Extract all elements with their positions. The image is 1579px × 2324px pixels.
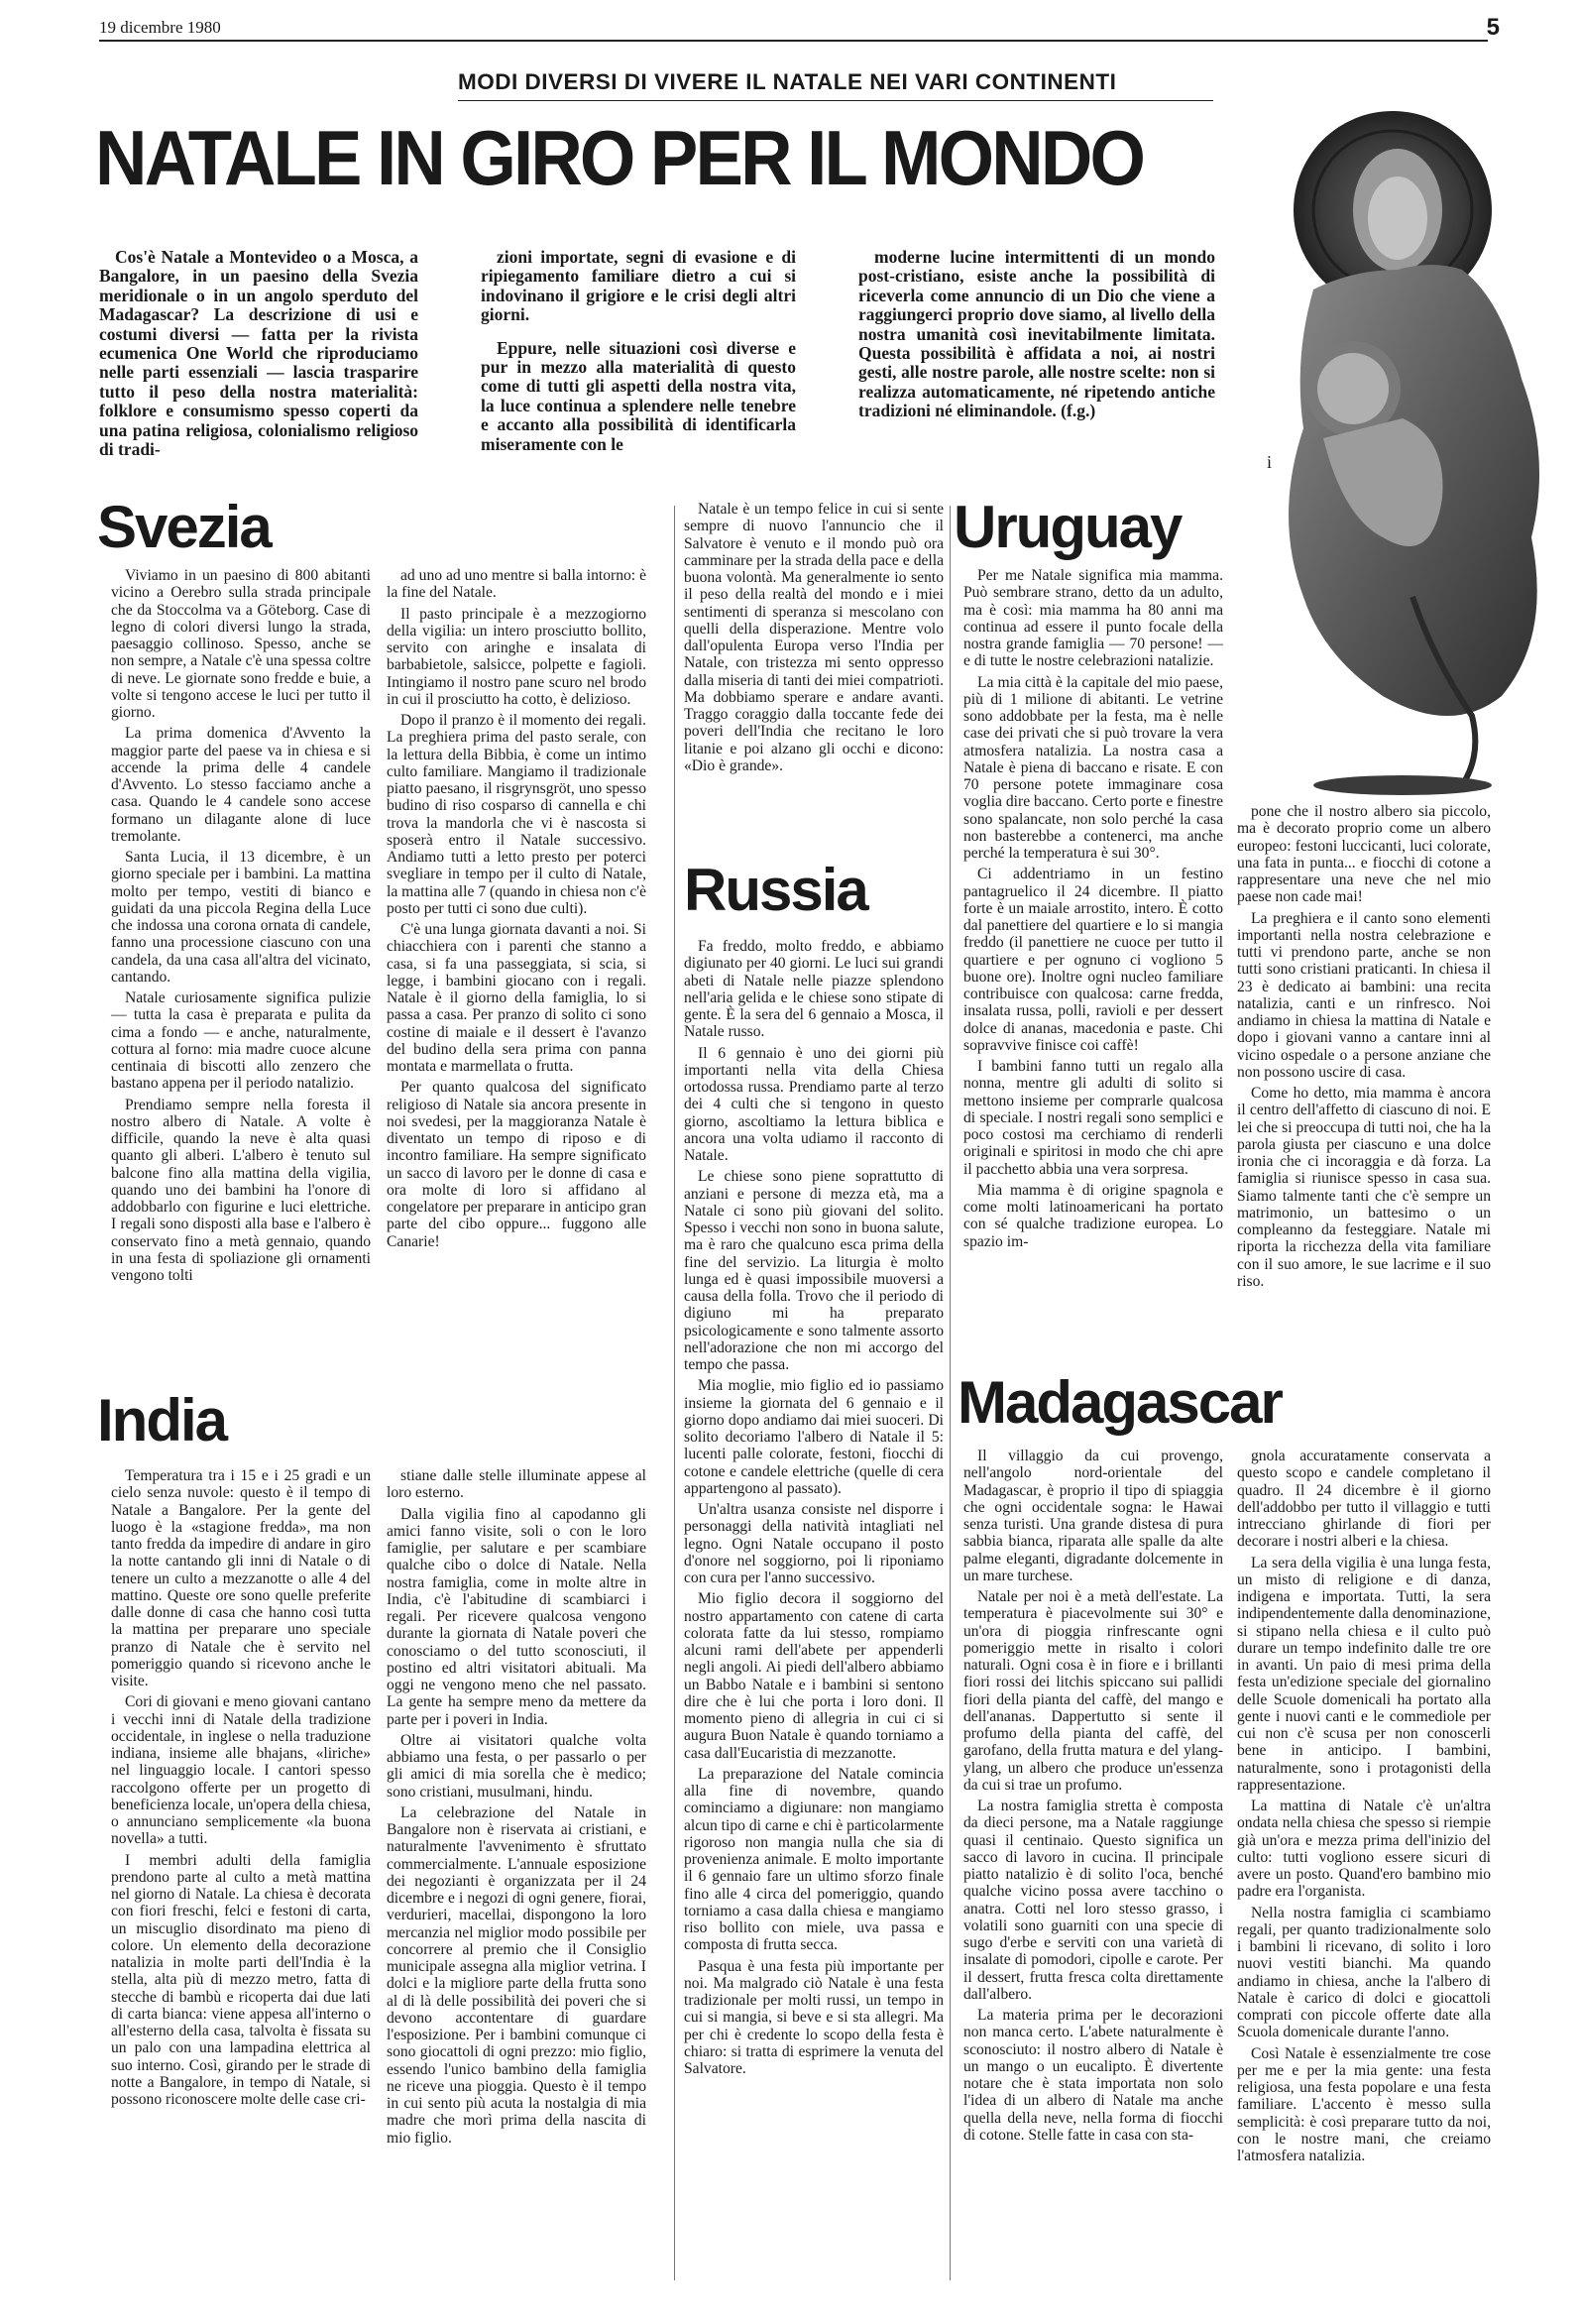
paragraph: Viviamo in un paesino di 800 abitanti vicino a Oerebro sulla strada principale che da Stoccolma va a Göteborg. Case di legno di colori diversi lungo la strada, paesaggio collinoso. Spesso, anche se non sempre, a Natale c'è una spessa coltre di neve. Le giornate sono fredde e buie, a volte si tengono accese le luci per tutto il giorno. [111, 567, 371, 721]
paragraph: Natale è un tempo felice in cui si sente sempre di nuovo l'annuncio che il Salvatore è venuto e il mondo può ora camminare per la strada della pace e della buona volontà. Ma generalmente io sento il peso della realtà del mondo e i miei sentimenti di speranza si mescolano con quelli della disperazione. Mentre volo dall'opulenta Europa verso l'India per Natale, con tristezza mi sento oppresso dalla miseria di tanti dei miei compatrioti. Ma dobbiamo sperare e andare avanti. Traggo coraggio dalla toccante fede dei poveri dell'India che recitano le loro litanie e poi alzano gli occhi e dicono: «Dio è grande». [684, 501, 944, 774]
paragraph: Fa freddo, molto freddo, e abbiamo digiunato per 40 giorni. Le luci sui grandi abeti di Natale nelle piazze splendono nell'aria gelida e le chiese sono stipate di gente. È la sera del 6 gennaio a Mosca, il Natale russo. [684, 938, 944, 1041]
kicker: MODI DIVERSI DI VIVERE IL NATALE NEI VARI CONTINENTI [458, 69, 1117, 94]
paragraph: La preparazione del Natale comincia alla fine di novembre, quando cominciamo a digiunare: non mangiamo alcun tipo di carne e chi è particolarmente rigoroso non mangia nulla che sia di provenienza animale. E molto importante il 6 gennaio fare un ultimo sforzo finale fino alle 4 circa del pomeriggio, quando torniamo a casa dalla chiesa e mangiamo riso bollito con miele, uva passa e composta di frutta secca. [684, 1765, 944, 1954]
header-rule [99, 40, 1488, 42]
paragraph: ad uno ad uno mentre si balla intorno: è la fine del Natale. [387, 567, 646, 602]
section-title-uruguay: Uruguay [954, 494, 1182, 560]
kicker-rule [458, 100, 1213, 101]
madagascar-col-2 [1237, 1448, 1491, 2168]
intro-paragraph: zioni importate, segni di evasione e di ripiegamento familiare dietro a cui si indovinano il grigiore e le crisi degli altri giorni. [481, 247, 796, 325]
paragraph: La preghiera e il canto sono elementi importanti nella nostra celebrazione e tutti vi prendono parte, anche se non tutti sono cristiani praticanti. In chiesa il 23 è dedicato ai bambini: una recita natalizia, canti e un rinfresco. Noi andiamo in chiesa la mattina di Natale e dopo i giovani vanno a cantare inni al vicino ospedale o a persone anziane che non possono uscire di casa. [1237, 909, 1491, 1081]
intro-paragraph: moderne lucine intermittenti di un mondo post-cristiano, esiste anche la possibilità di riceverla come annuncio di un Dio che viene a raggiungerci proprio dove siamo, al livello della nostra umanità così inevitabilmente limitata. Questa possibilità è affidata a noi, ai nostri gesti, alle nostre parole, alle nostre scelte: non si realizza automaticamente, né ripetendo antiche tradizioni né eliminandole. (f.g.) [858, 247, 1215, 421]
intro-col-1 [99, 248, 418, 473]
paragraph: Per me Natale significa mia mamma. Può sembrare strano, detto da un adulto, ma è così: mia mamma ha 80 anni ma continua ad essere il punto focale della nostra grande famiglia — 70 persone! — e di tutte le nostre celebrazioni natalizie. [963, 567, 1223, 670]
paragraph: Ci addentriamo in un festino pantagruelico il 24 dicembre. Il piatto forte è un maiale arrostito, intero. È cotto dal panettiere del quartiere e lo si mangia freddo (il panettiere ne cuoce per tutto il quartiere e per ognuno ci vogliono 5 buone ore). Inoltre ogni nucleo familiare contribuisce con qualcosa: carne fredda, insalata russa, polli, ravioli e per dessert dolce di ananas, macedonia e paste. Chi sopravvive finisce coi caffè! [963, 866, 1223, 1054]
paragraph: Natale curiosamente significa pulizie — tutta la casa è preparata e pulita da cima a fondo — e anche, naturalmente, cottura al forno: mia madre cuoce alcune centinaia di biscotti allo zenzero che bastano appena per il periodo natalizio. [111, 989, 371, 1093]
paragraph: Per quanto qualcosa del significato religioso di Natale sia ancora presente in noi svedesi, per la maggioranza Natale è diventato un tempo di riposo e di incontro familiare. Ha sempre significato un sacco di lavoro per le donne di casa e ora molte di loro si affidano al congelatore per preparare in anticipo gran parte del cibo oppure... fuggono alle Canarie! [387, 1079, 646, 1250]
column-rule [674, 506, 675, 2280]
paragraph: Mio figlio decora il soggiorno del nostro appartamento con catene di carta colorata fatte da lui stesso, rompiamo alcuni rami dell'abete per appenderli negli angoli. Ai piedi dell'albero abbiamo un Babbo Natale e i bambini si sentono dire che è lui che porta i loro doni. Il momento pieno di allegria in cui ci si augura Buon Natale è quando torniamo a casa dall'Eucaristia di mezzanotte. [684, 1590, 944, 1762]
paragraph: Come ho detto, mia mamma è ancora il centro dell'affetto di ciascuno di noi. E lei che si preoccupa di tutti noi, che ha la parola giusta per ciascuno e una dolce ironia che ci incoraggia e dà forza. La famiglia si riunisce spesso in casa sua. Siamo talmente tanti che c'è sempre un matrimonio, un battesimo o un compleanno da festeggiare. Natale mi riporta la ricchezza della vita familiare con il suo amore, le sue lacrime e il suo riso. [1237, 1085, 1491, 1290]
caption-mark: i [1267, 452, 1273, 472]
india-col-3 [684, 501, 944, 778]
svezia-col-1 [111, 567, 371, 1288]
paragraph: gnola accuratamente conservata a questo scopo e candele completano il quadro. Il 24 dicembre è il giorno dell'addobbo per tutto il villaggio e tutti intrecciano ghirlande di fiori per decorare i nostri alberi e la chiesa. [1237, 1448, 1491, 1551]
paragraph: La prima domenica d'Avvento la maggior parte del paese va in chiesa e si accende la prima delle 4 candele d'Avvento. Lo stesso facciamo anche a casa. Quando le 4 candele sono accese formano un dilagante alone di luce tremolante. [111, 725, 371, 845]
paragraph: Pasqua è una festa più importante per noi. Ma malgrado ciò Natale è una festa tradizionale per molti russi, un tempo in cui si mangia, si beve e si sta allegri. Ma per chi è credente lo scopo della festa è chiaro: si tratta di esprimere la venuta del Salvatore. [684, 1957, 944, 2077]
paragraph: La nostra famiglia stretta è composta da dieci persone, ma a Natale raggiunge quasi il centinaio. Questo significa un sacco di lavoro in cucina. Il principale piatto natalizio è di solito l'oca, benché qualche vicino possa avere tacchino o anatra. Cotti nel loro stesso grasso, i volatili sono guarniti con una specie di sugo d'erbe e serviti con una varietà di insalate di pomodori, cipolle e carote. Per il dessert, frutta fresca colta direttamente dall'albero. [963, 1798, 1223, 2003]
intro-paragraph: Cos'è Natale a Montevideo o a Mosca, a Bangalore, in un paesino della Svezia meridionale o in un angolo sperduto del Madagascar? La descrizione di usi e costumi diversi — fatta per la rivista ecumenica One World che riproduciamo nelle parti essenziali — lascia trasparire tutto il peso della nostra materialità: folklore e consumismo spesso coperti da una patina religiosa, colonialismo religioso di tradi- [99, 247, 418, 460]
india-col-2 [387, 1467, 646, 2150]
paragraph: La mattina di Natale c'è un'altra ondata nella chiesa che spesso si riempie già un'ora e mezza prima dell'inizio del culto: tutti vogliono essere sicuri di avere un posto. Quand'ero bambino mio padre era l'organista. [1237, 1798, 1491, 1901]
uruguay-col-1 [963, 567, 1223, 1254]
paragraph: Cori di giovani e meno giovani cantano i vecchi inni di Natale della tradizione occidentale, in inglese o nella traduzione indiana, insieme alle bhajans, «liriche» nel linguaggio locale. I cantori spesso raccolgono offerte per un progetto di beneficienza locale, un'opera della chiesa, o annunciano semplicemente «la buona novella» a tutti. [111, 1693, 371, 1848]
svezia-col-2 [387, 567, 646, 1254]
intro-col-3 [858, 248, 1215, 435]
paragraph: Un'altra usanza consiste nel disporre i personaggi della natività intagliati nel legno. Ogni Natale occupano il posto d'onore nel soggiorno, poi li riponiamo con cura per l'anno successivo. [684, 1501, 944, 1586]
paragraph: Prendiamo sempre nella foresta il nostro albero di Natale. A volte è difficile, quando la neve è alta quasi quanto gli alberi. L'albero è tenuto sul balcone fino alla mattina della vigilia, quando uno dei bambini ha l'onore di addobbarlo con figurine e luci elettriche. I regali sono disposti alla base e l'albero è conservato fino a metà gennaio, quando in una festa di spoliazione gli ornamenti vengono tolti [111, 1096, 371, 1284]
page-number: 5 [1486, 14, 1500, 41]
section-title-russia: Russia [684, 857, 867, 923]
uruguay-col-2 [1237, 803, 1491, 1294]
paragraph: Nella nostra famiglia ci scambiamo regali, per quanto tradizionalmente solo i bambini li ricevano, di solito i loro nuovi vestiti bianchi. Ma quando andiamo in chiesa, anche la l'albero di Natale è carico di dolci e giocattoli comprati con piccole offerte date alla Scuola domenicale durante l'anno. [1237, 1904, 1491, 2041]
paragraph: La sera della vigilia è una lunga festa, un misto di religione e di danza, indigena e importata. Tutti, la sera indipendentemente dalla denominazione, si stipano nella chiesa e il culto può durare un tempo indefinito dalle tre ore in avanti. Un paio di mesi prima della festa un'edizione speciale del giornalino delle Scuole domenicali ha portato alla gente i nuovi canti e le commediole per cui non c'è scusa per non conoscerli bene in anticipo. I bambini, naturalmente, sono i protagonisti della rappresentazione. [1237, 1554, 1491, 1794]
madagascar-col-1 [963, 1448, 1223, 2148]
paragraph: pone che il nostro albero sia piccolo, ma è decorato proprio come un albero europeo: festoni luccicanti, luci colorate, una fata in punta... e fiocchi di cotone a rappresentare una neve che nel mio paese non cade mai! [1237, 803, 1491, 906]
intro-paragraph: Eppure, nelle situazioni così diverse e pur in mezzo alla materialità di questo come di tutti gli aspetti della nostra vita, la luce continua a splendere nelle tenebre e accanto alla possibilità di identificarla miseramente con le [481, 337, 796, 454]
section-title-india: India [97, 1387, 227, 1453]
paragraph: Il pasto principale è a mezzogiorno della vigilia: un intero prosciutto bollito, servito con aringhe e insalata di barbabietole, salsicce, polpette e fagioli. Intingiamo il nostro pane scuro nel brodo in cui il prosciutto ha cotto, è delizioso. [387, 605, 646, 708]
paragraph: C'è una lunga giornata davanti a noi. Si chiacchiera con i parenti che stanno a casa, si fa una passeggiata, si scia, si legge, i bambini giocano con i regali. Natale è il giorno della famiglia, lo si passa a casa. Per pranzo di solito ci sono costine di maiale e il dessert è l'avanzo del budino della sera prima con panna montata e marmellata o frutta. [387, 921, 646, 1075]
headline: NATALE IN GIRO PER IL MONDO [95, 114, 1144, 201]
paragraph: Le chiese sono piene soprattutto di anziani e persone di mezza età, ma a Natale ci sono più giovani del solito. Spesso i vecchi non sono in buona salute, ma è raro che qualcuno esca prima della fine del servizio. La liturgia è molto lunga ed è quasi impossibile muoversi a causa della folla. Trovo che il periodo di digiuno mi ha preparato psicologicamente e sono talmente assorto nell'adorazione che non mi accorgo del tempo che passa. [684, 1168, 944, 1373]
paragraph: Mia moglie, mio figlio ed io passiamo insieme la giornata del 6 gennaio e il giorno dopo andiamo dai miei suoceri. Di solito decoriamo l'albero di Natale il 5: lucenti palle colorate, festoni, fiocchi di cotone e candele elettriche (quelle di cera appartengono al passato). [684, 1377, 944, 1497]
section-title-svezia: Svezia [97, 494, 271, 560]
paragraph: Santa Lucia, il 13 dicembre, è un giorno speciale per i bambini. La mattina molto per tempo, vestiti di bianco e guidati da una piccola Regina della Luce che indossa una corona ornata di candele, fanno una processione ciascuno con una candela, da una casa all'altra del vicinato, cantando. [111, 849, 371, 986]
paragraph: Il villaggio da cui provengo, nell'angolo nord-orientale del Madagascar, è proprio il tipo di spiaggia che ogni occidentale sogna: le Hawai senza turisti. Una grande distesa di pura sabbia bianca, riparata alle spalle da alte palme eleganti, digradante dolcemente in un mare turchese. [963, 1448, 1223, 1584]
india-col-1 [111, 1467, 371, 2112]
paragraph: La celebrazione del Natale in Bangalore non è riservata ai cristiani, e naturalmente l'avvenimento è sfruttato commercialmente. L'annuale esposizione dei negozianti è organizzata per il 24 dicembre e i negozi di ogni genere, fiorai, verdurieri, macellai, dispongono la loro mercanzia nel miglior modo possibile per concorrere al premio che il Consiglio municipale assegna alla miglior vetrina. I dolci e la migliore parte della frutta sono al di là delle possibilità dei poveri che si devono accontentare di guardare l'esposizione. Per i bambini comunque ci sono giocattoli di ogni prezzo: mio figlio, essendo l'unico bambino della famiglia ne riceve una pioggia. Questo è il tempo in cui sento più acuta la nostalgia di mia madre che morì prima della nascita di mio figlio. [387, 1803, 646, 2147]
paragraph: Il 6 gennaio è uno dei giorni più importanti nella vita della Chiesa ortodossa russa. Prendiamo parte al terzo dei 4 culti che si tengono in questo giorno, ascoltiamo la lettura biblica e ancora una volta udiamo il racconto di Natale. [684, 1044, 944, 1164]
paragraph: Oltre ai visitatori qualche volta abbiamo una festa, o per passarlo o per gli amici di mia sorella che è medico; sono cristiani, musulmani, hindu. [387, 1731, 646, 1801]
paragraph: La materia prima per le decorazioni non manca certo. L'abete naturalmente è sconosciuto: il nostro albero di Natale è un mango o un eucalipto. È divertente notare che è stata importata non solo l'idea di un albero di Natale ma anche quella della neve, nella forma di fiocchi di cotone. Stelle fatte in casa con sta- [963, 2007, 1223, 2144]
paragraph: Mia mamma è di origine spagnola e come molti latinoamericani ha portato con sé qualche tradizione europea. Lo spazio im- [963, 1181, 1223, 1250]
paragraph: stiane dalle stelle illuminate appese al loro esterno. [387, 1467, 646, 1502]
column-rule [950, 506, 951, 2280]
paragraph: I bambini fanno tutti un regalo alla nonna, mentre gli adulti di solito si mettono insieme per comprarle qualcosa di speciale. I nostri regali sono semplici e poco costosi ma cerchiamo di renderli originali e spiritosi in modo che chi apre il pacchetto abbia una vera sorpresa. [963, 1058, 1223, 1178]
paragraph: Natale per noi è a metà dell'estate. La temperatura è piacevolmente sui 30° e un'ora di pioggia rinfrescante ogni pomeriggio mette in risalto i colori naturali. Ogni cosa è in fiore e i brillanti fiori rossi dei litchis spiccano sui pallidi fiori della pianta del caffè, del mango e dell'ananas. Dappertutto si sente il profumo della pianta del caffè, del garofano, della frutta matura e del ylang-ylang, un albero che produce un'essenza da cui si trae un profumo. [963, 1588, 1223, 1794]
paragraph: Dalla vigilia fino al capodanno gli amici fanno visite, soli o con le loro famiglie, per salutare e per scambiare qualche cibo o dolce di Natale. Nella nostra famiglia, come in molte altre in India, c'è l'abitudine di scambiarci i regali. Per ricevere qualcosa vengono durante la giornata di Natale poveri che conosciamo o del tutto sconosciuti, il postino ed altri visitatori abituali. Ma oggi ne vengono meno che nel passato. La gente ha sempre meno da mettere da parte per i poveri in India. [387, 1505, 646, 1728]
issue-date: 19 dicembre 1980 [99, 18, 221, 37]
paragraph: Così Natale è essenzialmente tre cose per me e per la mia gente: una festa religiosa, una festa popolare e una festa familiare. L'accento è messo sulla semplicità: è così preparare tutto da noi, con le nostre mani, che creiamo l'atmosfera natalizia. [1237, 2044, 1491, 2164]
paragraph: La mia città è la capitale del mio paese, più di 1 milione di abitanti. Le vetrine sono addobbate per la festa, ma è nelle case dei privati che si può trovare la vera atmosfera natalizia. La nostra casa a Natale è piena di baccano e risate. E con 70 persone potete immaginare cosa voglia dire baccano. Certo porte e finestre sono spalancate, non solo perché la casa non basterebbe a contenerci, ma anche perché la temperatura è sui 30°. [963, 673, 1223, 862]
russia-col [684, 938, 944, 2081]
madonna-statue-icon [1234, 101, 1571, 795]
intro-col-2 [481, 248, 796, 468]
paragraph: I membri adulti della famiglia prendono parte al culto a metà mattina nel giorno di Natale. La chiesa è decorata con fiori freschi, felci e festoni di carta, un miscuglio disordinato ma pieno di colore. Un elemento della decorazione natalizia in molte parti dell'India è la stella, alta più di mezzo metro, fatta di stecche di bambù e ricoperta dai due lati di carta bianca: viene appesa all'interno o all'esterno della casa, talvolta è fissata su un palo con una lampadina elettrica al suo interno. Così, girando per le strade di notte a Bangalore, in tempo di Natale, si possono riconoscere molte delle case cri- [111, 1851, 371, 2108]
paragraph: Temperatura tra i 15 e i 25 gradi e un cielo senza nuvole: questo è il tempo di Natale a Bangalore. Per la gente del luogo è la «stagione fredda», ma non tanto fredda da impedire di andare in giro la notte cantando gli inni di Natale o di tenere un culto a mezzanotte o alle 4 del mattino. Queste ore sono quelle preferite dalle donne di casa che hanno così tutta la mattina per preparare uno speciale pranzo di Natale che è servito nel pomeriggio quando si ricevono anche le visite. [111, 1467, 371, 1689]
paragraph: Dopo il pranzo è il momento dei regali. La preghiera prima del pasto serale, con la lettura della Bibbia, è come un intimo culto familiare. Mangiamo il tradizionale piatto paesano, il risgrynsgröt, uno spesso budino di riso cosparso di cannella e chi trova la mandorla che vi è nascosta si sposerà entro il Natale successivo. Andiamo tutti a letto presto per poterci svegliare in tempo per il culto di Natale, la mattina alle 7 (quando in chiesa non c'è posto per tutti ci sono due culti). [387, 712, 646, 917]
section-title-madagascar: Madagascar [958, 1369, 1282, 1436]
